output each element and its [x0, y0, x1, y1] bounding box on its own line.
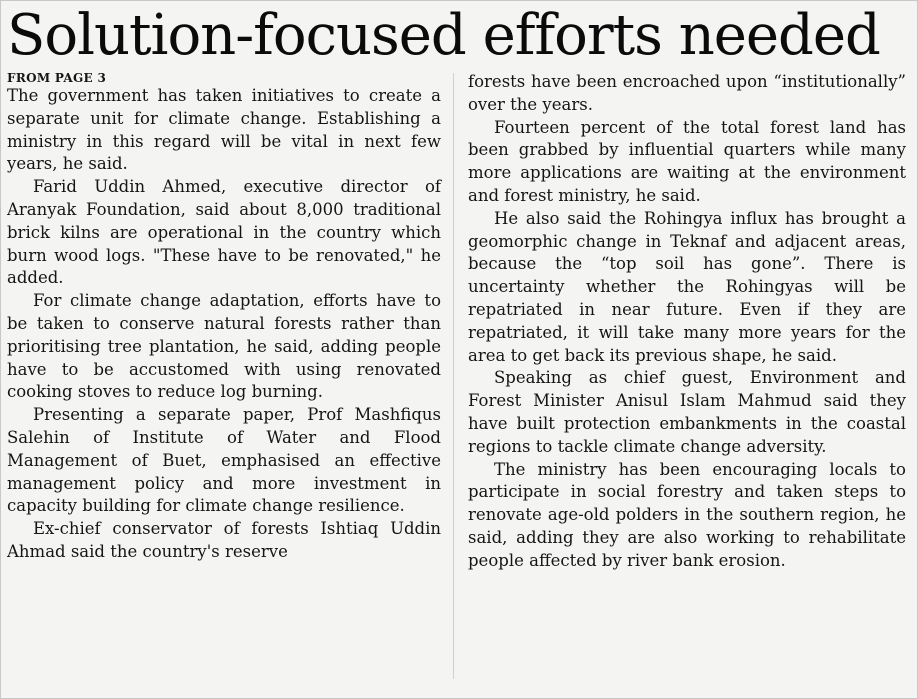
headline: Solution-focused efforts needed	[7, 3, 880, 68]
paragraph: The ministry has been encouraging locals to participate in social forestry and taken steps to renovate age-old polders in the southern region, he said, adding they are also working to rehabilitate people affected by river bank erosion.	[468, 459, 906, 570]
article-column-right	[468, 71, 906, 573]
continuation-kicker: FROM PAGE 3	[7, 71, 107, 85]
column-divider	[453, 73, 454, 679]
paragraph: forests have been encroached upon “institutionally” over the years.	[468, 72, 906, 114]
paragraph: Ex-chief conservator of forests Ishtiaq Uddin Ahmad said the country's reserve	[7, 519, 441, 561]
paragraph: He also said the Rohingya influx has brought a geomorphic change in Teknaf and adjacent areas, because the “top soil has gone”. There is uncertainty whether the Rohingyas will be repatriated in near future. Even if they are repatriated, it will take many more years for the area to get back its previous shape, he said.	[468, 208, 906, 365]
paragraph: Speaking as chief guest, Environment and Forest Minister Anisul Islam Mahmud said they have built protection embankments in the coastal regions to tackle climate change adversity.	[468, 368, 906, 456]
paragraph: Fourteen percent of the total forest land has been grabbed by influential quarters while many more applications are waiting at the environment and forest ministry, he said.	[468, 117, 906, 205]
article-column-left	[7, 71, 441, 564]
paragraph: For climate change adaptation, efforts have to be taken to conserve natural forests rather than prioritising tree plantation, he said, adding people have to be accustomed with using renovated cooking stoves to reduce log burning.	[7, 291, 441, 402]
paragraph: Farid Uddin Ahmed, executive director of Aranyak Foundation, said about 8,000 traditional brick kilns are operational in the country which burn wood logs. "These have to be renovated," he added.	[7, 177, 441, 288]
paragraph: Presenting a separate paper, Prof Mashfiqus Salehin of Institute of Water and Flood Management of Buet, emphasised an effective management policy and more investment in capacity building for climate change resilience.	[7, 405, 441, 516]
paragraph: The government has taken initiatives to create a separate unit for climate change. Establishing a ministry in this regard will be vital in next few years, he said.	[7, 86, 441, 174]
